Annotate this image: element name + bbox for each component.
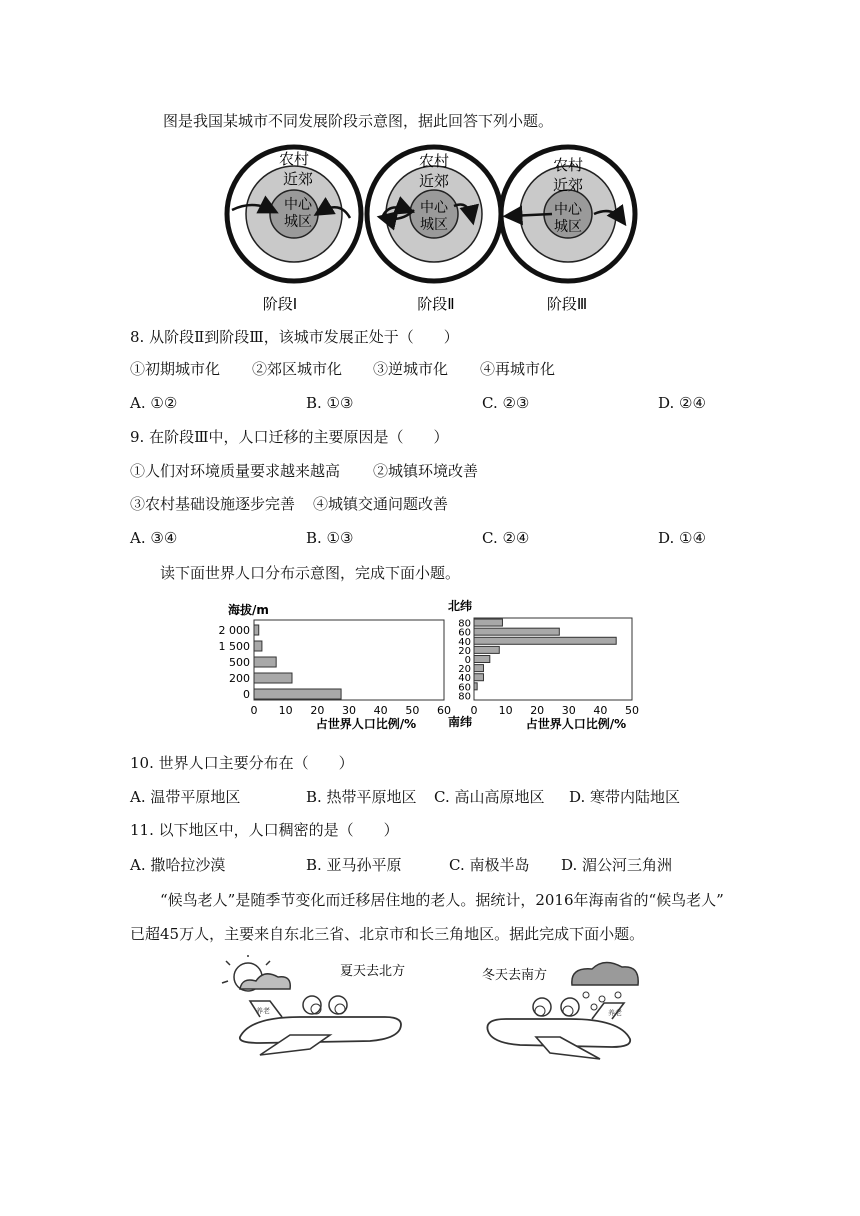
left-airplane-icon xyxy=(240,996,401,1055)
x-tick-label: 40 xyxy=(373,704,388,717)
q9-option-d[interactable]: D. ①④ xyxy=(658,529,706,547)
bar xyxy=(474,656,490,663)
x-tick-label: 10 xyxy=(278,704,293,717)
category-label: 60 xyxy=(458,682,471,694)
x-tick-label: 20 xyxy=(310,704,325,717)
label-center-1: 中心 xyxy=(284,197,312,213)
q9-option-c[interactable]: C. ②④ xyxy=(482,529,530,547)
q10-option-a[interactable]: A. 温带平原地区 xyxy=(130,788,241,806)
q9-item-1: ①人们对环境质量要求越来越高 xyxy=(130,462,341,480)
x-tick-label: 0 xyxy=(470,704,478,717)
stage-3-label: 阶段Ⅲ xyxy=(546,295,588,313)
label-suburb: 近郊 xyxy=(418,172,450,190)
x-tick-label: 0 xyxy=(250,704,258,717)
stage-1-diagram xyxy=(227,147,361,281)
intro-text-1: 图是我国某城市不同发展阶段示意图，据此回答下列小题。 xyxy=(163,112,554,130)
q8-option-a[interactable]: A. ①② xyxy=(130,394,178,412)
q8-item-2: ②郊区城市化 xyxy=(252,360,343,378)
stage-3-diagram xyxy=(501,147,635,281)
category-label: 20 xyxy=(458,664,471,676)
bar xyxy=(474,628,559,635)
stage-2-label: 阶段Ⅱ xyxy=(417,295,455,313)
q9-item-2: ②城镇环境改善 xyxy=(373,462,479,480)
label-rural: 农村 xyxy=(552,156,584,174)
x-tick-label: 30 xyxy=(561,704,576,717)
bar xyxy=(254,689,341,699)
x-tick-label: 20 xyxy=(530,704,545,717)
north-label: 北纬 xyxy=(448,599,473,613)
category-label: 500 xyxy=(229,656,250,669)
sun-cloud-icon xyxy=(222,955,290,991)
q8-option-c[interactable]: C. ②③ xyxy=(482,394,530,412)
x-tick-label: 40 xyxy=(593,704,608,717)
category-label: 40 xyxy=(458,673,471,685)
q9-item-4: ④城镇交通问题改善 xyxy=(313,495,449,513)
q10-option-b[interactable]: B. 热带平原地区 xyxy=(306,788,417,806)
q11-option-d[interactable]: D. 湄公河三角洲 xyxy=(561,856,673,874)
q9-option-b[interactable]: B. ①③ xyxy=(306,529,354,547)
bar xyxy=(254,673,292,683)
q8-item-4: ④再城市化 xyxy=(480,360,556,378)
latitude-population-chart xyxy=(446,598,646,743)
migratory-elders-cartoon xyxy=(220,955,650,1075)
x-tick-label: 50 xyxy=(625,704,639,717)
q8-option-d[interactable]: D. ②④ xyxy=(658,394,706,412)
q9-stem: 9. 在阶段Ⅲ中，人口迁移的主要原因是（ ） xyxy=(130,428,449,446)
right-airplane-icon xyxy=(487,998,630,1059)
category-label: 60 xyxy=(458,627,471,639)
bar xyxy=(474,665,483,672)
intro-text-3-line-1: “候鸟老人”是随季节变化而迁移居住地的老人。据统计，2016年海南省的“候鸟老人” xyxy=(160,891,724,909)
bar xyxy=(254,641,262,651)
label-suburb: 近郊 xyxy=(282,170,314,188)
q8-item-1: ①初期城市化 xyxy=(130,360,221,378)
label-rural: 农村 xyxy=(418,152,450,170)
q9-item-3: ③农村基础设施逐步完善 xyxy=(130,495,296,513)
q11-option-a[interactable]: A. 撒哈拉沙漠 xyxy=(130,856,226,874)
x-axis-title: 占世界人口比例/% xyxy=(315,717,417,731)
q10-stem: 10. 世界人口主要分布在（ ） xyxy=(130,754,354,772)
category-label: 0 xyxy=(243,688,250,701)
q8-option-b[interactable]: B. ①③ xyxy=(306,394,354,412)
x-tick-label: 60 xyxy=(437,704,451,717)
plane-mark: 养老 xyxy=(256,1007,270,1015)
x-tick-label: 50 xyxy=(405,704,420,717)
south-label: 南纬 xyxy=(448,715,473,729)
altitude-population-chart xyxy=(214,598,464,743)
category-label: 20 xyxy=(458,645,471,657)
category-label: 0 xyxy=(464,655,471,666)
bar xyxy=(474,619,502,626)
label-center-2: 城区 xyxy=(554,219,582,235)
label-rural: 农村 xyxy=(278,150,310,168)
q11-option-c[interactable]: C. 南极半岛 xyxy=(449,856,530,874)
x-axis-title: 占世界人口比例/% xyxy=(525,717,627,731)
plane-mark: 养老 xyxy=(608,1009,622,1017)
x-tick-label: 10 xyxy=(498,704,513,717)
q11-option-b[interactable]: B. 亚马孙平原 xyxy=(306,856,402,874)
intro-text-2: 读下面世界人口分布示意图，完成下面小题。 xyxy=(160,564,461,582)
q8-stem: 8. 从阶段Ⅱ到阶段Ⅲ，该城市发展正处于（ ） xyxy=(130,328,459,346)
category-label: 200 xyxy=(229,672,250,685)
q8-item-3: ③逆城市化 xyxy=(373,360,449,378)
label-center-2: 城区 xyxy=(420,217,448,233)
left-caption: 夏天去北方 xyxy=(340,964,406,979)
q9-option-a[interactable]: A. ③④ xyxy=(130,529,178,547)
label-center-1: 中心 xyxy=(554,202,582,218)
stage-2-diagram xyxy=(367,147,501,281)
x-tick-label: 30 xyxy=(342,704,356,717)
q10-option-d[interactable]: D. 寒带内陆地区 xyxy=(569,788,681,806)
bar xyxy=(474,637,616,644)
bar xyxy=(254,625,259,635)
q11-stem: 11. 以下地区中，人口稠密的是（ ） xyxy=(130,821,399,839)
label-suburb: 近郊 xyxy=(552,176,584,194)
category-label: 1 500 xyxy=(218,640,250,653)
category-label: 40 xyxy=(458,636,471,648)
label-center-1: 中心 xyxy=(420,200,448,216)
q10-option-c[interactable]: C. 高山高原地区 xyxy=(434,788,545,806)
city-stage-figure xyxy=(222,142,642,317)
category-label: 80 xyxy=(458,618,471,630)
plot-frame xyxy=(254,620,444,700)
intro-text-3-line-2: 已超45万人，主要来自东北三省、北京市和长三角地区。据此完成下面小题。 xyxy=(130,925,645,943)
right-caption: 冬天去南方 xyxy=(482,968,548,983)
category-label: 2 000 xyxy=(218,624,250,637)
label-center-2: 城区 xyxy=(284,214,312,230)
bar xyxy=(474,674,483,681)
bar xyxy=(474,683,477,690)
stage-1-label: 阶段Ⅰ xyxy=(262,295,298,313)
bar xyxy=(254,657,276,667)
bar xyxy=(474,646,499,653)
y-axis-title: 海拔/m xyxy=(228,603,269,617)
category-label: 80 xyxy=(458,691,471,703)
